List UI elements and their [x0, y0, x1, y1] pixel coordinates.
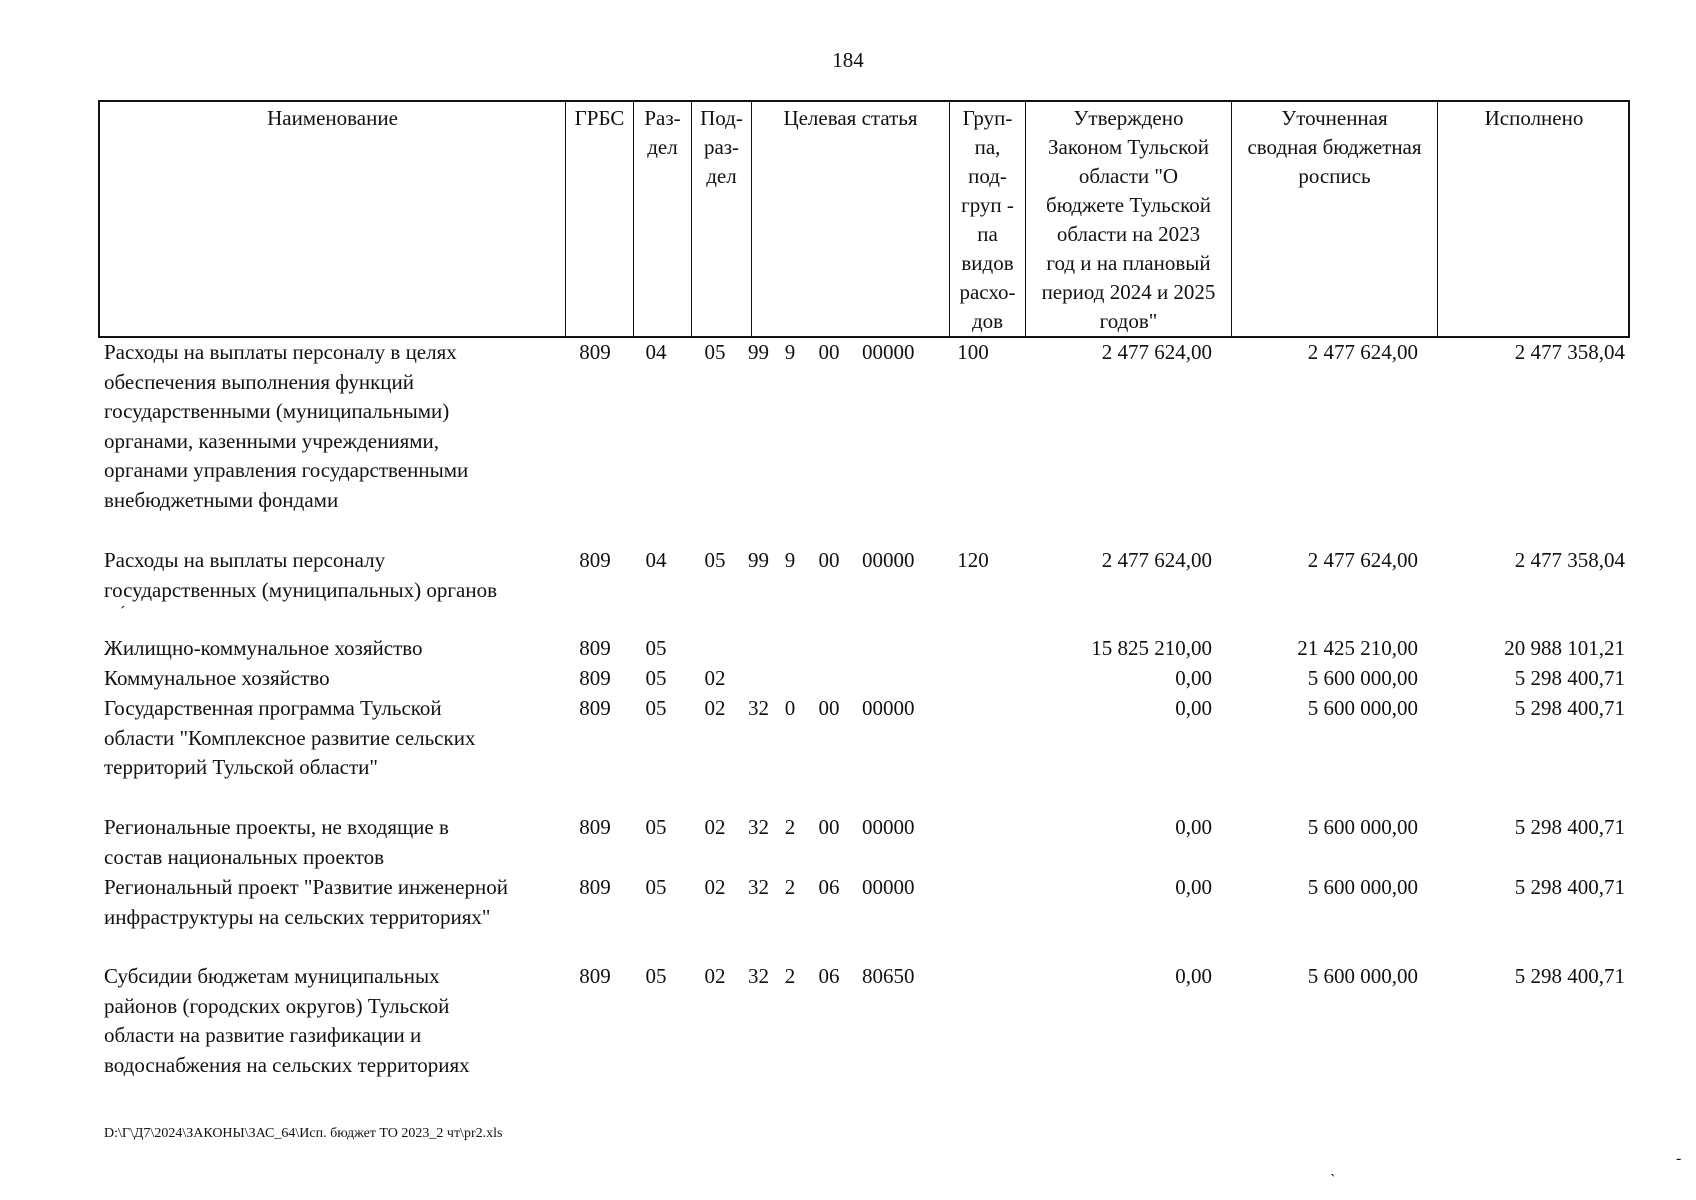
row-razdel: 05 [645, 815, 667, 839]
row-executed: 20 988 101,21 [1504, 636, 1625, 660]
row-executed: 5 298 400,71 [1514, 666, 1625, 690]
row-target-program: 32 [748, 875, 769, 899]
pen-mark: ˊ [120, 604, 126, 621]
header-podrazdel-label: Под- раз- дел [700, 106, 743, 188]
row-target-subprogram: 0 [784, 696, 796, 720]
row-target-direction: 00000 [862, 815, 915, 839]
header-name-label: Наименование [267, 106, 398, 130]
row-refined: 5 600 000,00 [1307, 696, 1418, 720]
row-approved: 0,00 [1175, 696, 1212, 720]
row-grbs: 809 [579, 340, 611, 364]
row-razdel: 05 [645, 666, 667, 690]
row-approved: 0,00 [1175, 964, 1212, 988]
row-podrazdel: 02 [704, 875, 726, 899]
header-razdel-label: Раз- дел [644, 106, 681, 159]
row-executed: 5 298 400,71 [1514, 875, 1625, 899]
row-target-program: 32 [748, 696, 769, 720]
header-approved-label: Утверждено Законом Тульской области "О бюджете Тульской области на 2023 год и на плановый период 2024 и 2025 годов" [1041, 106, 1216, 333]
row-grbs: 809 [579, 964, 611, 988]
row-name: Региональные проекты, не входящие в состав национальных проектов [104, 815, 449, 869]
row-target-event: 00 [818, 815, 840, 839]
row-target-subprogram: 2 [784, 875, 796, 899]
row-grbs: 809 [579, 815, 611, 839]
row-name: Жилищно-коммунальное хозяйство [104, 636, 423, 660]
row-executed: 5 298 400,71 [1514, 815, 1625, 839]
row-razdel: 05 [645, 875, 667, 899]
row-razdel: 04 [645, 340, 667, 364]
row-name: Расходы на выплаты персоналу государственных (муниципальных) органов [104, 548, 498, 602]
row-grbs: 809 [579, 548, 611, 572]
row-executed: 5 298 400,71 [1514, 964, 1625, 988]
row-approved: 0,00 [1175, 815, 1212, 839]
row-refined: 5 600 000,00 [1307, 666, 1418, 690]
page-number: 184 [832, 48, 864, 72]
row-target-direction: 00000 [862, 696, 915, 720]
row-target-program: 32 [748, 815, 769, 839]
row-podrazdel: 05 [704, 548, 726, 572]
header-group-label: Груп- па, под- груп - па видов расхо- дов [959, 106, 1016, 333]
row-name: Государственная программа Тульской области "Комплексное развитие сельских территорий Тульской области" [104, 696, 476, 779]
row-target-direction: 00000 [862, 340, 915, 364]
row-target-program: 99 [748, 548, 769, 572]
header-target-label: Целевая статья [783, 106, 918, 130]
row-target-subprogram: 2 [784, 964, 796, 988]
row-target-subprogram: 2 [784, 815, 796, 839]
row-refined: 5 600 000,00 [1307, 815, 1418, 839]
row-grbs: 809 [579, 696, 611, 720]
row-executed: 2 477 358,04 [1514, 548, 1625, 572]
row-razdel: 04 [645, 548, 667, 572]
row-target-direction: 00000 [862, 875, 915, 899]
row-expense-group: 100 [957, 340, 989, 364]
row-grbs: 809 [579, 875, 611, 899]
header-grbs-label: ГРБС [574, 106, 625, 130]
row-target-subprogram: 9 [784, 548, 796, 572]
row-refined: 21 425 210,00 [1297, 636, 1418, 660]
row-approved: 15 825 210,00 [1091, 636, 1212, 660]
row-approved: 2 477 624,00 [1101, 548, 1212, 572]
row-refined: 5 600 000,00 [1307, 875, 1418, 899]
row-name: Субсидии бюджетам муниципальных районов (городских округов) Тульской области на развитие газификации и водоснабжения на сельских территориях [104, 964, 470, 1077]
row-podrazdel: 02 [704, 696, 726, 720]
row-podrazdel: 02 [704, 815, 726, 839]
row-target-event: 06 [818, 875, 840, 899]
row-refined: 2 477 624,00 [1307, 340, 1418, 364]
pen-mark: ˎ [1330, 1160, 1336, 1177]
row-name: Расходы на выплаты персоналу в целях обеспечения выполнения функций государственными (муниципальными) органами, казенными учреждениями, органами управления государственными внебюджетными фондами [104, 340, 469, 512]
row-podrazdel: 02 [704, 964, 726, 988]
row-executed: 2 477 358,04 [1514, 340, 1625, 364]
row-approved: 0,00 [1175, 666, 1212, 690]
row-target-program: 99 [748, 340, 769, 364]
row-approved: 2 477 624,00 [1101, 340, 1212, 364]
row-target-direction: 80650 [862, 964, 915, 988]
row-grbs: 809 [579, 666, 611, 690]
row-target-direction: 00000 [862, 548, 915, 572]
row-razdel: 05 [645, 636, 667, 660]
row-target-event: 00 [818, 340, 840, 364]
row-name: Коммунальное хозяйство [104, 666, 330, 690]
row-podrazdel: 05 [704, 340, 726, 364]
header-executed-label: Исполнено [1484, 106, 1584, 130]
pen-mark: - [1676, 1150, 1682, 1167]
row-razdel: 05 [645, 696, 667, 720]
row-refined: 5 600 000,00 [1307, 964, 1418, 988]
row-podrazdel: 02 [704, 666, 726, 690]
row-name: Региональный проект "Развитие инженерной инфраструктуры на сельских территориях" [104, 875, 508, 929]
row-approved: 0,00 [1175, 875, 1212, 899]
row-executed: 5 298 400,71 [1514, 696, 1625, 720]
row-target-subprogram: 9 [784, 340, 796, 364]
row-expense-group: 120 [957, 548, 989, 572]
row-target-event: 00 [818, 548, 840, 572]
file-path-footer: D:\Г\Д7\2024\ЗАКОНЫ\ЗАС_64\Исп. бюджет ТО 2023_2 чт\pr2.xls [104, 1126, 503, 1141]
row-target-event: 00 [818, 696, 840, 720]
row-target-event: 06 [818, 964, 840, 988]
header-refined-label: Уточненная сводная бюджетная роспись [1247, 106, 1422, 188]
row-refined: 2 477 624,00 [1307, 548, 1418, 572]
row-grbs: 809 [579, 636, 611, 660]
row-target-program: 32 [748, 964, 769, 988]
row-razdel: 05 [645, 964, 667, 988]
